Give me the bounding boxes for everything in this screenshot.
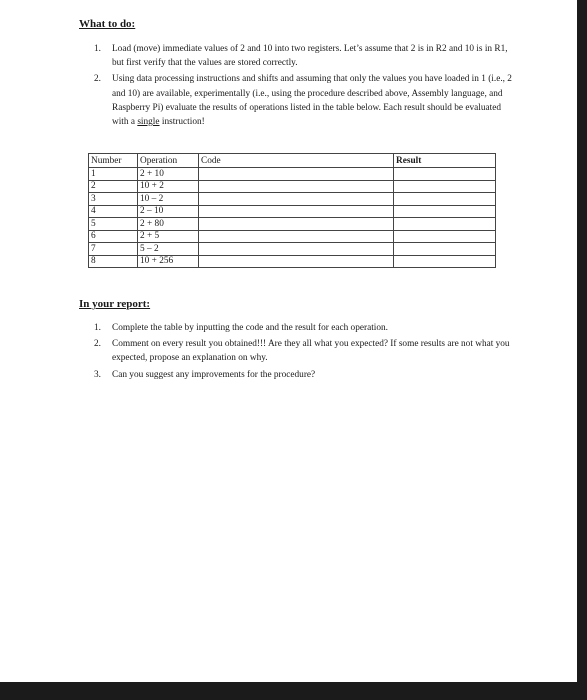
cell-number: 2 [89,180,138,193]
cell-number: 1 [89,168,138,181]
item-number: 1. [94,323,101,333]
cell-operation: 2 – 10 [138,205,199,218]
cell-operation: 2 + 10 [138,168,199,181]
underlined-word: single [137,117,160,128]
item-number: 2. [94,74,101,85]
instruction-item-1 [94,42,514,70]
item-number: 2. [94,339,101,350]
cell-result [394,168,496,181]
cell-operation: 2 + 80 [138,218,199,231]
table-row [89,193,496,206]
item-text-end: instruction! [159,117,205,128]
cell-result [394,180,496,193]
item-text: Load (move) immediate values of 2 and 10 into two registers. Let’s assume that 2 is in R2 and 10 is in R1, but first verify that the values are stored correctly. [112,44,508,69]
table-row [89,243,496,256]
cell-operation: 10 + 256 [138,255,199,268]
item-number: 1. [94,44,101,54]
item-text: Complete the table by inputting the code and the result for each operation. [112,323,388,333]
instruction-item-2 [94,72,514,129]
table-row [89,255,496,268]
report-item-1 [94,321,514,335]
cell-number: 3 [89,193,138,206]
table-row [89,218,496,231]
cell-number: 8 [89,255,138,268]
table-row [89,180,496,193]
cell-code [199,218,394,231]
item-text: Can you suggest any improvements for the procedure? [112,369,316,380]
report-list [94,321,514,384]
cell-code [199,205,394,218]
report-item-2 [94,337,514,365]
cell-number: 7 [89,243,138,256]
report-title: In your report: [79,298,151,310]
cell-result [394,243,496,256]
header-result: Result [394,154,496,168]
table-row [89,205,496,218]
section-title: What to do: [79,18,136,30]
cell-code [199,230,394,243]
cell-number: 4 [89,205,138,218]
cell-code [199,193,394,206]
item-text: Using data processing instructions and shifts and assuming that only the values you have loaded in 1 (i.e., 2 and 10) are available, experimentally (i.e., using the procedure described above, Assembly language, and Raspberry Pi) evaluate the results of operations listed in the table below. Each result should be evaluated with a [112,74,512,128]
cell-operation: 10 – 2 [138,193,199,206]
cell-number: 6 [89,230,138,243]
cell-number: 5 [89,218,138,231]
cell-result [394,230,496,243]
cell-result [394,205,496,218]
operations-table [88,153,496,268]
cell-operation: 10 + 2 [138,180,199,193]
item-number: 3. [94,369,101,380]
cell-code [199,243,394,256]
table-row [89,168,496,181]
cell-code [199,180,394,193]
table-header-row [89,154,496,168]
cell-operation: 2 + 5 [138,230,199,243]
item-text: Comment on every result you obtained!!! Are they all what you expected? If some results are not what you expected, propose an explanation on why. [112,339,510,364]
header-number: Number [89,154,138,168]
instructions-list [94,42,514,131]
report-item-3 [94,368,514,382]
header-code: Code [199,154,394,168]
cell-code [199,255,394,268]
cell-code [199,168,394,181]
cell-result [394,255,496,268]
table-row [89,230,496,243]
cell-result [394,218,496,231]
cell-result [394,193,496,206]
header-operation: Operation [138,154,199,168]
cell-operation: 5 – 2 [138,243,199,256]
